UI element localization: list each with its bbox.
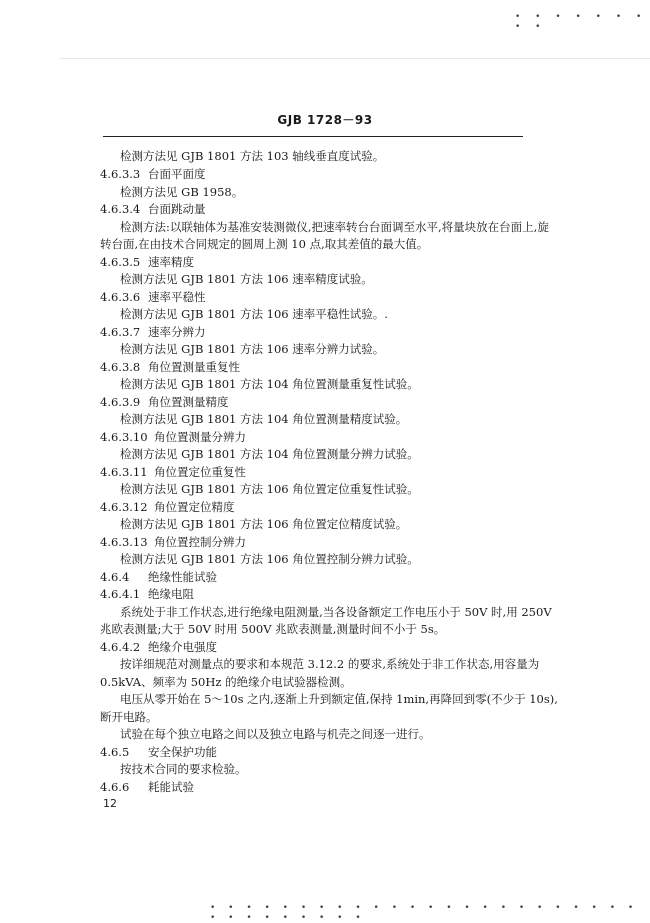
section-number: 4.6.4 <box>100 570 130 584</box>
section-heading <box>100 429 540 445</box>
section-title: 绝缘介电强度 <box>148 640 217 654</box>
section-number: 4.6.3.7 <box>100 325 141 339</box>
section-number: 4.6.3.5 <box>100 255 141 269</box>
scan-dots-bottom: • • • • • • • • • • • • • • • • • • • • • • • • • • • • • • • • • <box>210 903 639 923</box>
section-heading <box>100 166 540 182</box>
section-heading <box>100 464 540 480</box>
paragraph-line: 0.5kVA、频率为 50Hz 的绝缘介电试验器检测。 <box>100 675 352 689</box>
section-number: 4.6.3.9 <box>100 395 141 409</box>
section-title: 速率分辨力 <box>148 325 206 339</box>
paragraph-line: 检测方法见 GJB 1801 方法 106 角位置定位重复性试验。 <box>120 482 419 496</box>
section-title: 角位置控制分辨力 <box>154 535 246 549</box>
standard-code-header: GJB 1728－93 <box>277 113 373 127</box>
paragraph-line: 检测方法见 GJB 1801 方法 104 角位置测量分辨力试验。 <box>120 447 419 461</box>
section-title: 耗能试验 <box>148 780 194 794</box>
scan-edge-line <box>60 58 650 59</box>
section-number: 4.6.3.13 <box>100 535 148 549</box>
section-title: 角位置测量分辨力 <box>154 430 246 444</box>
page-number: 12 <box>103 797 117 810</box>
section-title: 绝缘电阻 <box>148 587 194 601</box>
paragraph-line: 检测方法见 GJB 1801 方法 104 角位置测量重复性试验。 <box>120 377 419 391</box>
section-heading <box>100 499 540 515</box>
paragraph-line: 检测方法见 GJB 1801 方法 106 速率平稳性试验。. <box>120 307 388 321</box>
section-number: 4.6.3.3 <box>100 167 141 181</box>
paragraph-line: 断开电路。 <box>100 710 158 724</box>
paragraph-line: 按详细规范对测量点的要求和本规范 3.12.2 的要求,系统处于非工作状态,用容量为 <box>120 657 540 671</box>
section-heading <box>100 534 540 550</box>
paragraph-line: 检测方法见 GJB 1801 方法 106 速率精度试验。 <box>120 272 373 286</box>
header-rule <box>103 136 523 137</box>
section-title: 安全保护功能 <box>148 745 217 759</box>
section-title: 速率精度 <box>148 255 194 269</box>
section-title: 角位置测量重复性 <box>148 360 240 374</box>
section-heading <box>100 289 540 305</box>
section-heading <box>100 639 540 655</box>
section-number: 4.6.4.1 <box>100 587 141 601</box>
paragraph-line: 试验在每个独立电路之间以及独立电路与机壳之间逐一进行。 <box>120 727 431 741</box>
section-title: 台面跳动量 <box>148 202 206 216</box>
section-number: 4.6.5 <box>100 745 130 759</box>
paragraph-line: 检测方法:以联轴体为基准安装测微仪,把速率转台台面调至水平,将量块放在台面上,旋 <box>120 220 549 234</box>
section-heading <box>100 324 540 340</box>
section-title: 角位置测量精度 <box>148 395 229 409</box>
section-number: 4.6.4.2 <box>100 640 141 654</box>
paragraph-line: 检测方法见 GJB 1801 方法 106 角位置定位精度试验。 <box>120 517 408 531</box>
paragraph-line: 电压从零开始在 5～10s 之内,逐渐上升到额定值,保持 1min,再降回到零(不少于 10s), <box>120 692 558 706</box>
paragraph-line: 转台面,在由技术合同规定的圆周上测 10 点,取其差值的最大值。 <box>100 237 429 251</box>
paragraph-line: 按技术合同的要求检验。 <box>120 762 247 776</box>
section-title: 角位置定位精度 <box>154 500 235 514</box>
section-heading <box>100 569 540 585</box>
section-heading <box>100 779 540 795</box>
paragraph-line: 兆欧表测量;大于 50V 时用 500V 兆欧表测量,测量时间不小于 5s。 <box>100 622 446 636</box>
section-title: 速率平稳性 <box>148 290 206 304</box>
section-number: 4.6.3.12 <box>100 500 148 514</box>
paragraph-line: 检测方法见 GJB 1801 方法 103 轴线垂直度试验。 <box>120 149 385 163</box>
section-number: 4.6.3.6 <box>100 290 141 304</box>
section-number: 4.6.3.4 <box>100 202 141 216</box>
section-heading <box>100 201 540 217</box>
paragraph-line: 检测方法见 GJB 1801 方法 104 角位置测量精度试验。 <box>120 412 408 426</box>
section-number: 4.6.3.8 <box>100 360 141 374</box>
section-title: 绝缘性能试验 <box>148 570 217 584</box>
paragraph-line: 系统处于非工作状态,进行绝缘电阻测量,当各设备额定工作电压小于 50V 时,用 250V <box>120 605 552 619</box>
paragraph-line: 检测方法见 GJB 1801 方法 106 角位置控制分辨力试验。 <box>120 552 419 566</box>
section-heading <box>100 586 540 602</box>
section-title: 台面平面度 <box>148 167 206 181</box>
scan-dots-top: • • • • • • • • • <box>515 12 648 32</box>
section-number: 4.6.6 <box>100 780 130 794</box>
section-heading <box>100 254 540 270</box>
section-number: 4.6.3.11 <box>100 465 148 479</box>
section-heading <box>100 359 540 375</box>
section-title: 角位置定位重复性 <box>154 465 246 479</box>
paragraph-line: 检测方法见 GJB 1801 方法 106 速率分辨力试验。 <box>120 342 385 356</box>
paragraph-line: 检测方法见 GB 1958。 <box>120 185 244 199</box>
section-heading <box>100 744 540 760</box>
section-number: 4.6.3.10 <box>100 430 148 444</box>
section-heading <box>100 394 540 410</box>
